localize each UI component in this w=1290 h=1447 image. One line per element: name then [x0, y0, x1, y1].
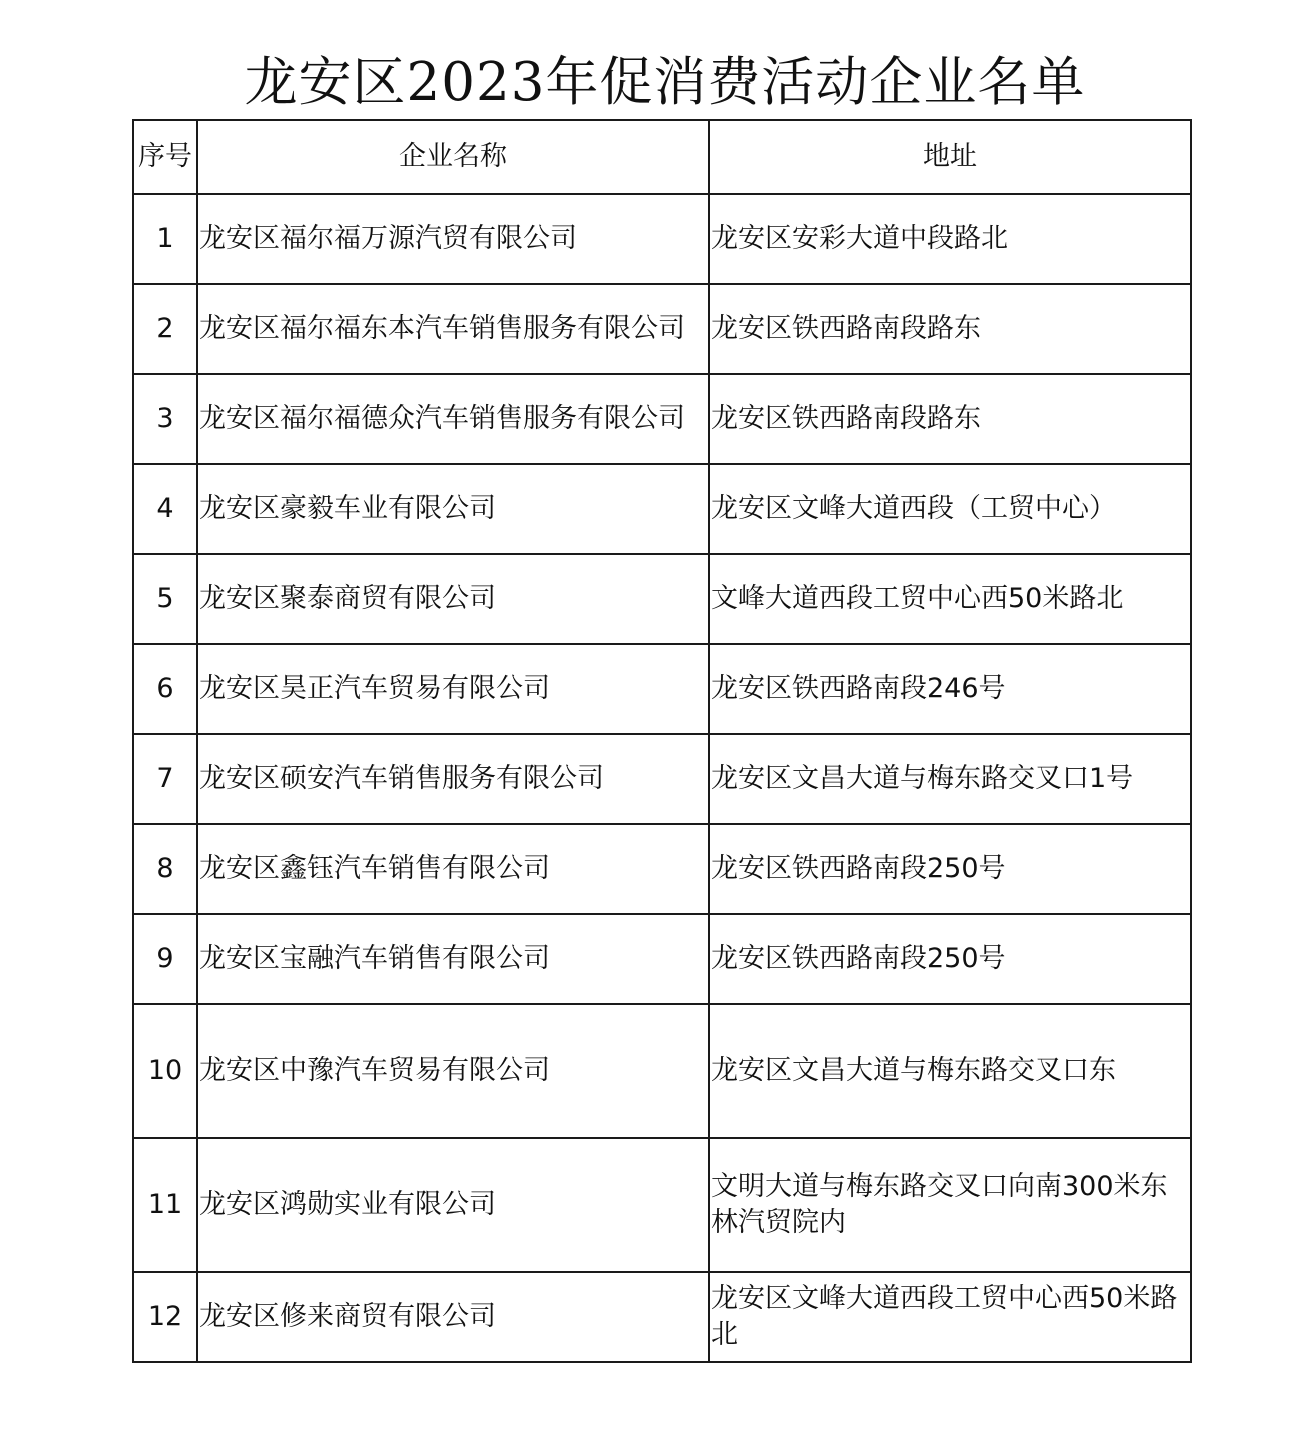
row-index: 1 [133, 194, 197, 284]
row-index: 6 [133, 644, 197, 734]
table-row [133, 1138, 1191, 1272]
company-name: 龙安区修来商贸有限公司 [197, 1272, 709, 1362]
row-index: 12 [133, 1272, 197, 1362]
company-name: 龙安区聚泰商贸有限公司 [197, 554, 709, 644]
company-name: 龙安区硕安汽车销售服务有限公司 [197, 734, 709, 824]
table-row [133, 824, 1191, 914]
row-index: 11 [133, 1138, 197, 1272]
row-index: 9 [133, 914, 197, 1004]
company-name: 龙安区宝融汽车销售有限公司 [197, 914, 709, 1004]
company-address: 龙安区铁西路南段246号 [709, 644, 1191, 734]
company-address: 文峰大道西段工贸中心西50米路北 [709, 554, 1191, 644]
company-address: 龙安区铁西路南段路东 [709, 284, 1191, 374]
company-table [132, 119, 1192, 1363]
row-index: 8 [133, 824, 197, 914]
company-address: 龙安区铁西路南段250号 [709, 824, 1191, 914]
company-name: 龙安区豪毅车业有限公司 [197, 464, 709, 554]
table-row [133, 734, 1191, 824]
table-header-row [133, 120, 1191, 194]
page-title: 龙安区2023年促消费活动企业名单 [244, 52, 1086, 113]
table-row [133, 374, 1191, 464]
company-name: 龙安区鑫钰汽车销售有限公司 [197, 824, 709, 914]
company-address: 龙安区文昌大道与梅东路交叉口1号 [709, 734, 1191, 824]
company-name: 龙安区中豫汽车贸易有限公司 [197, 1004, 709, 1138]
company-address: 文明大道与梅东路交叉口向南300米东林汽贸院内 [709, 1138, 1191, 1272]
company-name: 龙安区福尔福万源汽贸有限公司 [197, 194, 709, 284]
company-address: 龙安区安彩大道中段路北 [709, 194, 1191, 284]
table-row [133, 644, 1191, 734]
header-index: 序号 [133, 120, 197, 194]
company-name: 龙安区鸿勋实业有限公司 [197, 1138, 709, 1272]
row-index: 7 [133, 734, 197, 824]
company-address: 龙安区铁西路南段250号 [709, 914, 1191, 1004]
table-row [133, 554, 1191, 644]
row-index: 10 [133, 1004, 197, 1138]
header-address: 地址 [709, 120, 1191, 194]
table-row [133, 464, 1191, 554]
company-name: 龙安区福尔福东本汽车销售服务有限公司 [197, 284, 709, 374]
company-name: 龙安区福尔福德众汽车销售服务有限公司 [197, 374, 709, 464]
table-row [133, 194, 1191, 284]
table-row [133, 1272, 1191, 1362]
row-index: 3 [133, 374, 197, 464]
row-index: 2 [133, 284, 197, 374]
company-address: 龙安区文峰大道西段（工贸中心） [709, 464, 1191, 554]
row-index: 4 [133, 464, 197, 554]
company-name: 龙安区昊正汽车贸易有限公司 [197, 644, 709, 734]
table-row [133, 284, 1191, 374]
header-company-name: 企业名称 [197, 120, 709, 194]
table-row [133, 914, 1191, 1004]
company-address: 龙安区铁西路南段路东 [709, 374, 1191, 464]
company-address: 龙安区文峰大道西段工贸中心西50米路北 [709, 1272, 1191, 1362]
company-address: 龙安区文昌大道与梅东路交叉口东 [709, 1004, 1191, 1138]
table-row [133, 1004, 1191, 1138]
row-index: 5 [133, 554, 197, 644]
